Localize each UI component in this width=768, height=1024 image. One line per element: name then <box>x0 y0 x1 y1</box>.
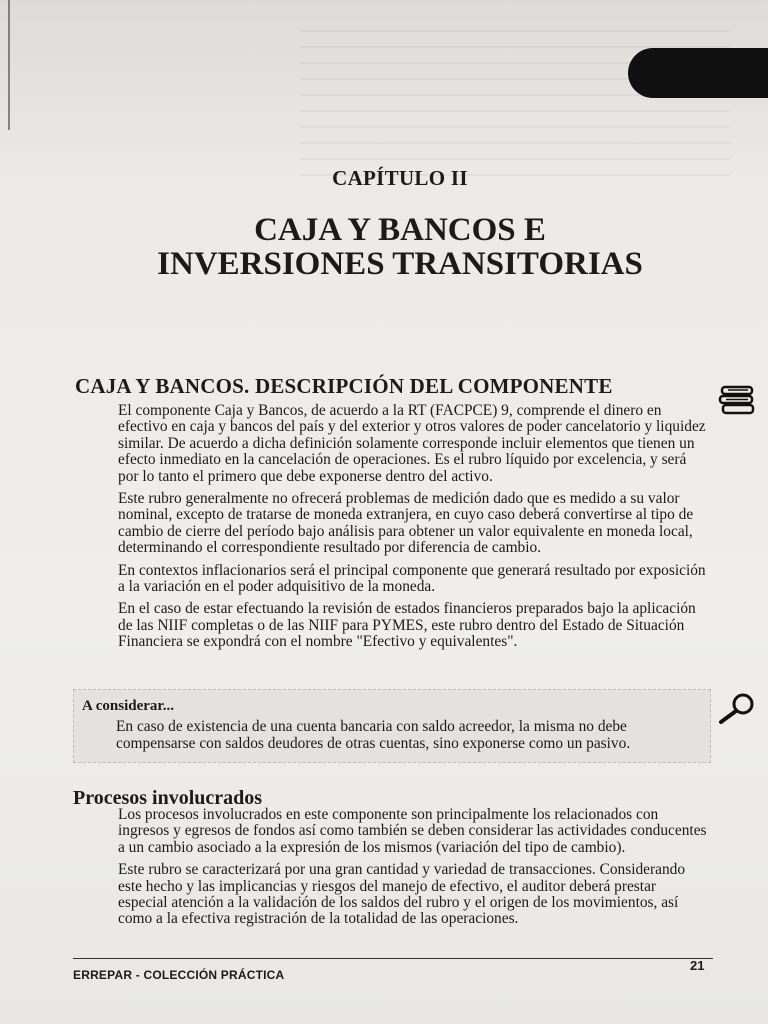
page-tab-marker <box>628 48 768 98</box>
paragraph: En contextos inflacionarios será el principal componente que generará resultado por exposición a la variación en el poder adquisitivo de la moneda. <box>118 561 706 596</box>
paragraph: Este rubro generalmente no ofrecerá problemas de medición dado que es medido a su valor nominal, excepto de tratarse de moneda extranjera, en cuyo caso deberá convertirse al tipo de cambio de cierre del período bajo análisis para obtener un valor equivalente en moneda local, determinando el correspondiente resultado por diferencia de cambio. <box>118 490 694 557</box>
chapter-label: CAPÍTULO II <box>332 166 468 190</box>
paragraph: El componente Caja y Bancos, de acuerdo a la RT (FACPCE) 9, comprende el dinero en efectivo en caja y bancos del país y del exterior y otros valores de poder cancelatorio y liquidez similar. De acuerdo a dicha definición solamente corresponde incluir elementos que tienen un efecto inmediato en la cancelación de operaciones. Es el rubro líquido por excelencia, y será por lo tanto el primero que debe exponerse dentro del activo. <box>118 402 706 485</box>
processes-body <box>118 807 708 934</box>
magnifier-icon <box>715 692 757 726</box>
consider-box <box>73 689 711 763</box>
paragraph: Los procesos involucrados en este componente son principalmente los relacionados con ingresos y egresos de fondos así como también se deben considerar las actividades conducentes a un cambio asociado a la expresión de los mismos (variación del tipo de cambio). <box>118 806 707 856</box>
paragraph: Este rubro se caracterizará por una gran cantidad y variedad de transacciones. Considerando este hecho y las implicancias y riesgos del manejo de efectivo, el auditor deberá prestar especial atención a la validación de los saldos del rubro y el origen de los movimientos, así como a la efectiva registración de la totalidad de las operaciones. <box>118 861 686 928</box>
processes-heading: Procesos involucrados <box>73 787 263 809</box>
footer-divider <box>73 958 713 959</box>
books-icon <box>718 383 758 419</box>
chapter-title-line1: CAJA Y BANCOS E <box>254 212 546 248</box>
consider-label: A considerar... <box>82 698 174 714</box>
chapter-title <box>0 213 768 281</box>
section-heading: CAJA Y BANCOS. DESCRIPCIÓN DEL COMPONENTE <box>75 374 613 398</box>
footer-publisher: ERREPAR - COLECCIÓN PRÁCTICA <box>73 968 285 982</box>
consider-text: En caso de existencia de una cuenta bancaria con saldo acreedor, la misma no debe compensarse con saldos deudores de otras cuentas, sino exponerse como un pasivo. <box>116 718 631 752</box>
section-body <box>118 403 708 657</box>
paragraph: En el caso de estar efectuando la revisión de estados financieros preparados bajo la aplicación de las NIIF completas o de las NIIF para PYMES, este rubro dentro del Estado de Situación Financiera se expondrá con el nombre "Efectivo y equivalentes". <box>118 600 696 651</box>
page-number: 21 <box>690 958 705 973</box>
binding-edge <box>8 0 10 130</box>
chapter-title-line2: INVERSIONES TRANSITORIAS <box>157 246 643 282</box>
